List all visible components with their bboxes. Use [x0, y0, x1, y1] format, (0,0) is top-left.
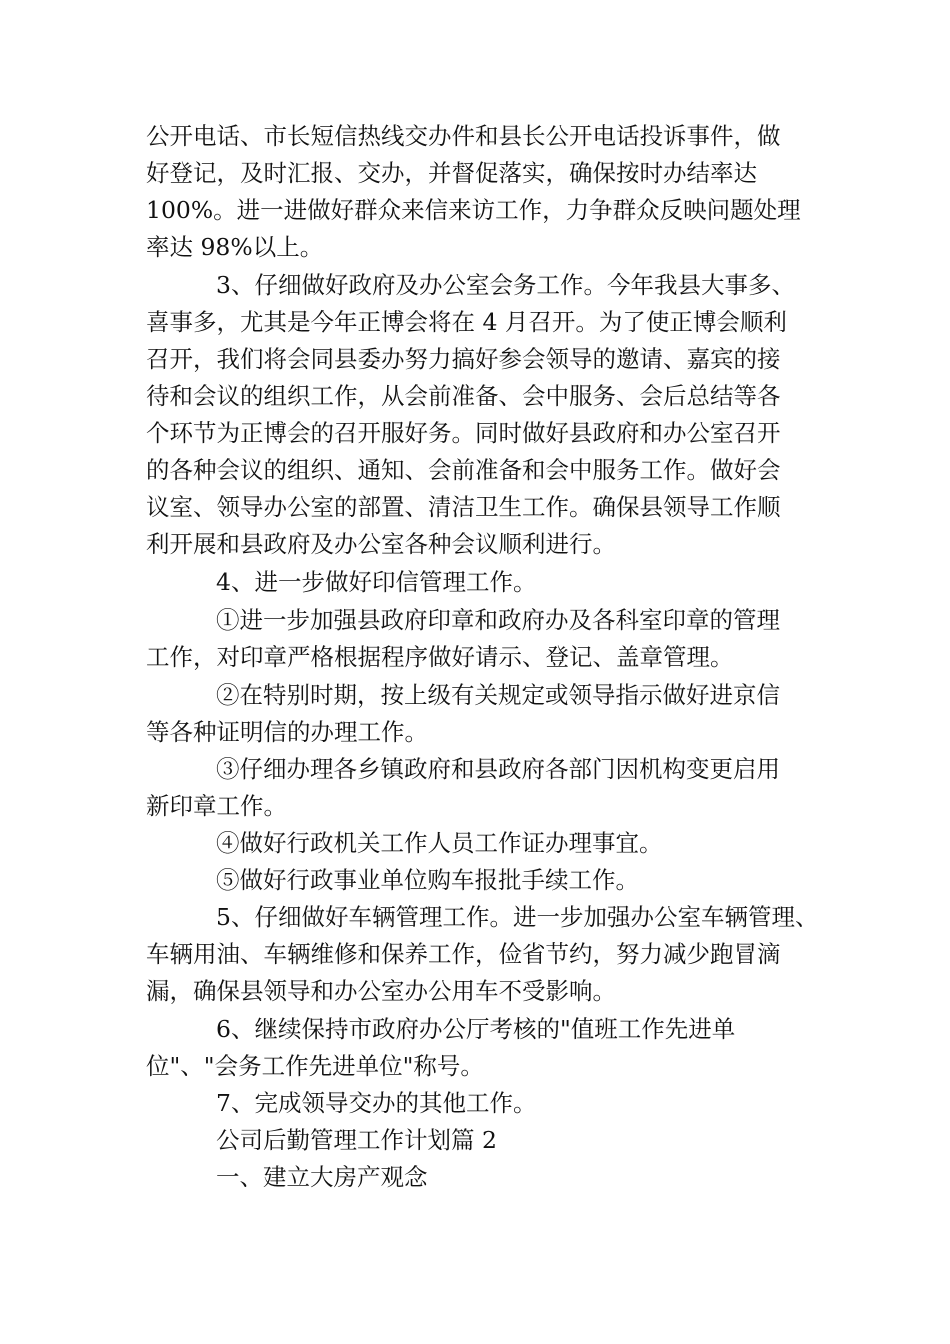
text-line: ②在特别时期，按上级有关规定或领导指示做好进京信 [216, 681, 780, 709]
text-line: 100%。进一进做好群众来信来访工作，力争群众反映问题处理 [146, 196, 801, 224]
text-line: 5、仔细做好车辆管理工作。进一步加强办公室车辆管理、 [216, 903, 819, 931]
text-line: 6、继续保持市政府办公厅考核的"值班工作先进单 [216, 1015, 736, 1043]
text-line: 议室、领导办公室的部置、清洁卫生工作。确保县领导工作顺 [146, 493, 781, 521]
text-line: 公开电话、市长短信热线交办件和县长公开电话投诉事件，做 [146, 122, 781, 150]
text-line: 4、进一步做好印信管理工作。 [216, 568, 537, 596]
text-line: ⑤做好行政事业单位购车报批手续工作。 [216, 866, 639, 894]
text-line: 车辆用油、车辆维修和保养工作，俭省节约，努力减少跑冒滴 [146, 940, 781, 968]
text-line: 的各种会议的组织、通知、会前准备和会中服务工作。做好会 [146, 456, 781, 484]
text-line: 利开展和县政府及办公室各种会议顺利进行。 [146, 530, 616, 558]
text-line: ④做好行政机关工作人员工作证办理事宜。 [216, 829, 663, 857]
text-line: 新印章工作。 [146, 792, 287, 820]
text-line: 位"、"会务工作先进单位"称号。 [146, 1052, 484, 1080]
text-line: 个环节为正博会的召开服好务。同时做好县政府和办公室召开 [146, 419, 781, 447]
text-line: ①进一步加强县政府印章和政府办及各科室印章的管理 [216, 606, 780, 634]
text-line: 率达 98%以上。 [146, 233, 324, 261]
section-heading: 公司后勤管理工作计划篇 2 [216, 1126, 497, 1154]
text-line: 3、仔细做好政府及办公室会务工作。今年我县大事多、 [216, 271, 795, 299]
text-line: ③仔细办理各乡镇政府和县政府各部门因机构变更启用 [216, 755, 780, 783]
text-line: 工作，对印章严格根据程序做好请示、登记、盖章管理。 [146, 643, 734, 671]
text-line: 喜事多，尤其是今年正博会将在 4 月召开。为了使正博会顺利 [146, 308, 787, 336]
text-line: 7、完成领导交办的其他工作。 [216, 1089, 537, 1117]
text-line: 召开，我们将会同县委办努力搞好参会领导的邀请、嘉宾的接 [146, 345, 781, 373]
subsection-heading: 一、建立大房产观念 [216, 1163, 428, 1191]
text-line: 待和会议的组织工作，从会前准备、会中服务、会后总结等各 [146, 382, 781, 410]
text-line: 等各种证明信的办理工作。 [146, 718, 428, 746]
text-line: 漏，确保县领导和办公室办公用车不受影响。 [146, 977, 616, 1005]
text-line: 好登记，及时汇报、交办，并督促落实，确保按时办结率达 [146, 159, 757, 187]
